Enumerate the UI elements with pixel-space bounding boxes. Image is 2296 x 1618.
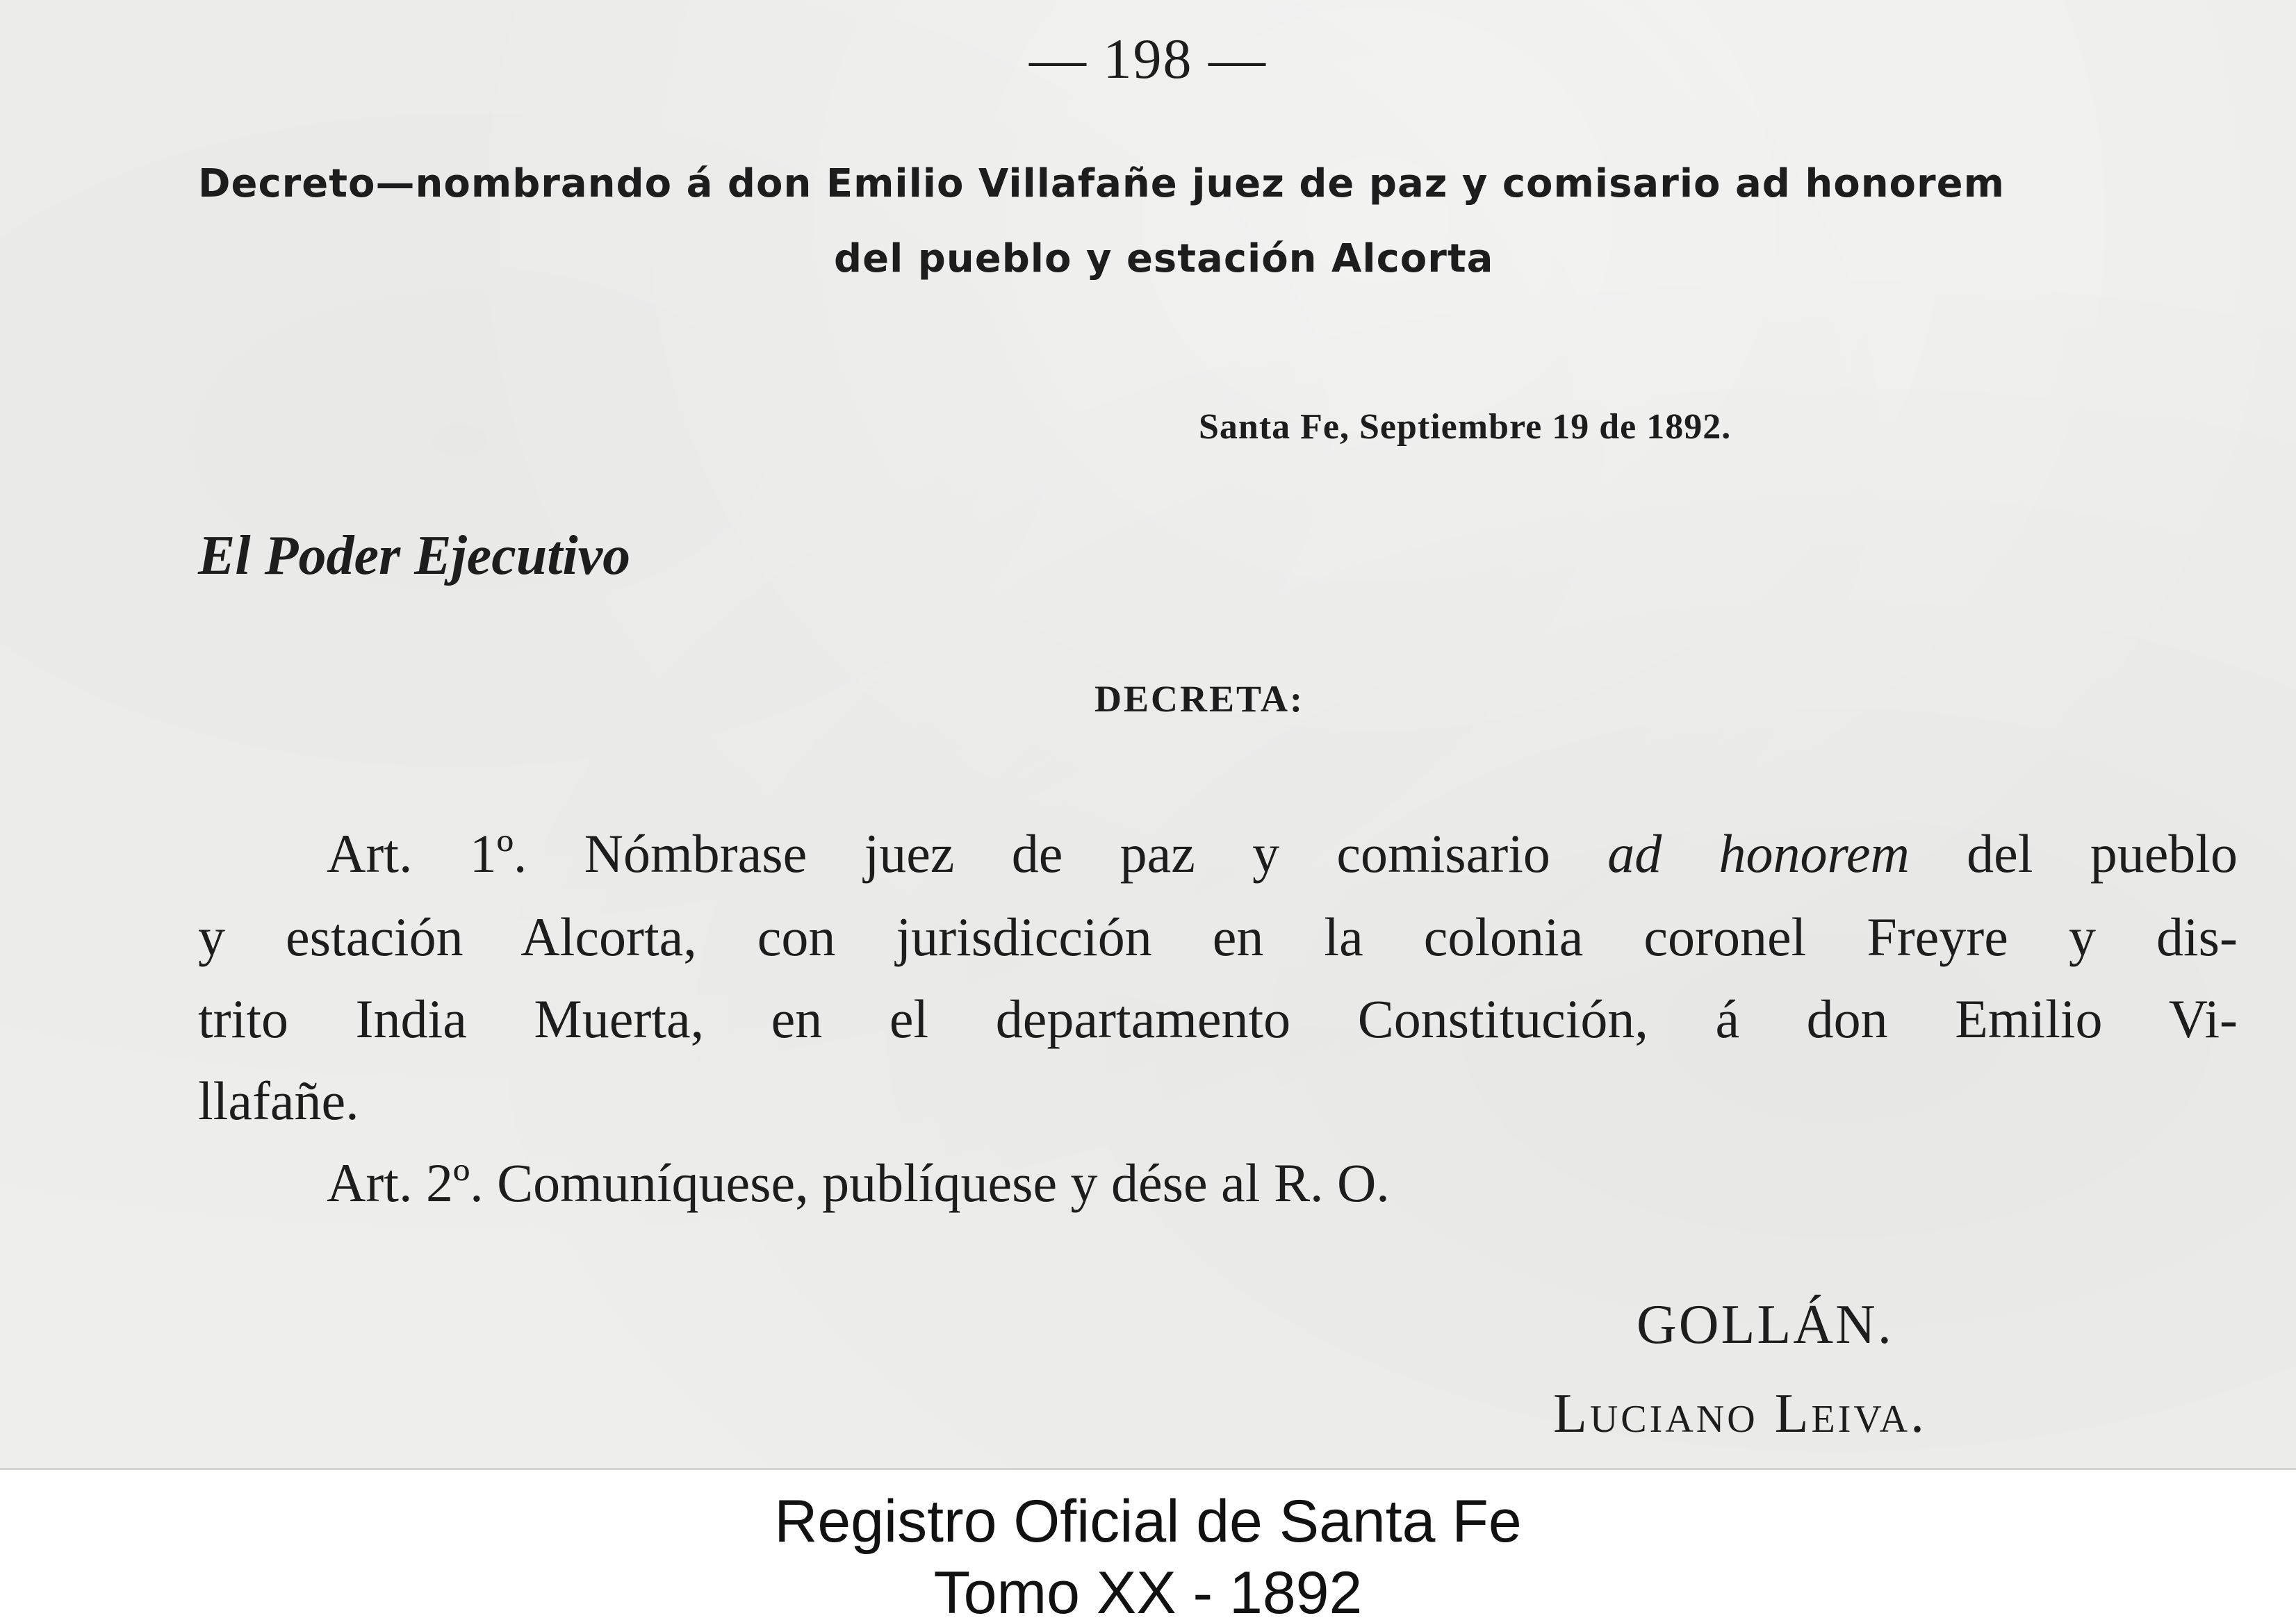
signature-leiva: Luciano Leiva. bbox=[1553, 1383, 1928, 1444]
article-1-line-3: trito India Muerta, en el departamento Constitución, á don Emilio Vi- bbox=[198, 989, 2238, 1049]
decree-word: DECRETA: bbox=[1094, 678, 1305, 720]
article-1-line-1-end: del pueblo bbox=[1909, 823, 2238, 884]
dateline: Santa Fe, Septiembre 19 de 1892. bbox=[1199, 407, 1732, 447]
article-1-line-1 bbox=[327, 823, 2238, 884]
decree-heading-line-1: Decreto—nombrando á don Emilio Villafañe juez de paz y comisario ad honorem bbox=[198, 161, 2005, 206]
article-1-line-1-start: Art. 1º. Nómbrase juez de paz y comisario bbox=[327, 823, 1608, 884]
issuer: El Poder Ejecutivo bbox=[198, 525, 631, 586]
signature-gollan: GOLLÁN. bbox=[1637, 1294, 1894, 1355]
article-1-line-4: llafañe. bbox=[198, 1071, 359, 1131]
article-1-latin-phrase: ad honorem bbox=[1607, 823, 1910, 884]
decree-heading-line-2: del pueblo y estación Alcorta bbox=[834, 236, 1494, 281]
article-2: Art. 2º. Comuníquese, publíquese y dése al R. O. bbox=[327, 1153, 1390, 1213]
page-number: — 198 — bbox=[1029, 27, 1267, 90]
article-1-line-2: y estación Alcorta, con jurisdicción en la colonia coronel Freyre y dis- bbox=[198, 907, 2238, 967]
caption-source: Registro Oficial de Santa Fe bbox=[774, 1488, 1522, 1555]
caption-volume: Tomo XX - 1892 bbox=[933, 1560, 1363, 1618]
